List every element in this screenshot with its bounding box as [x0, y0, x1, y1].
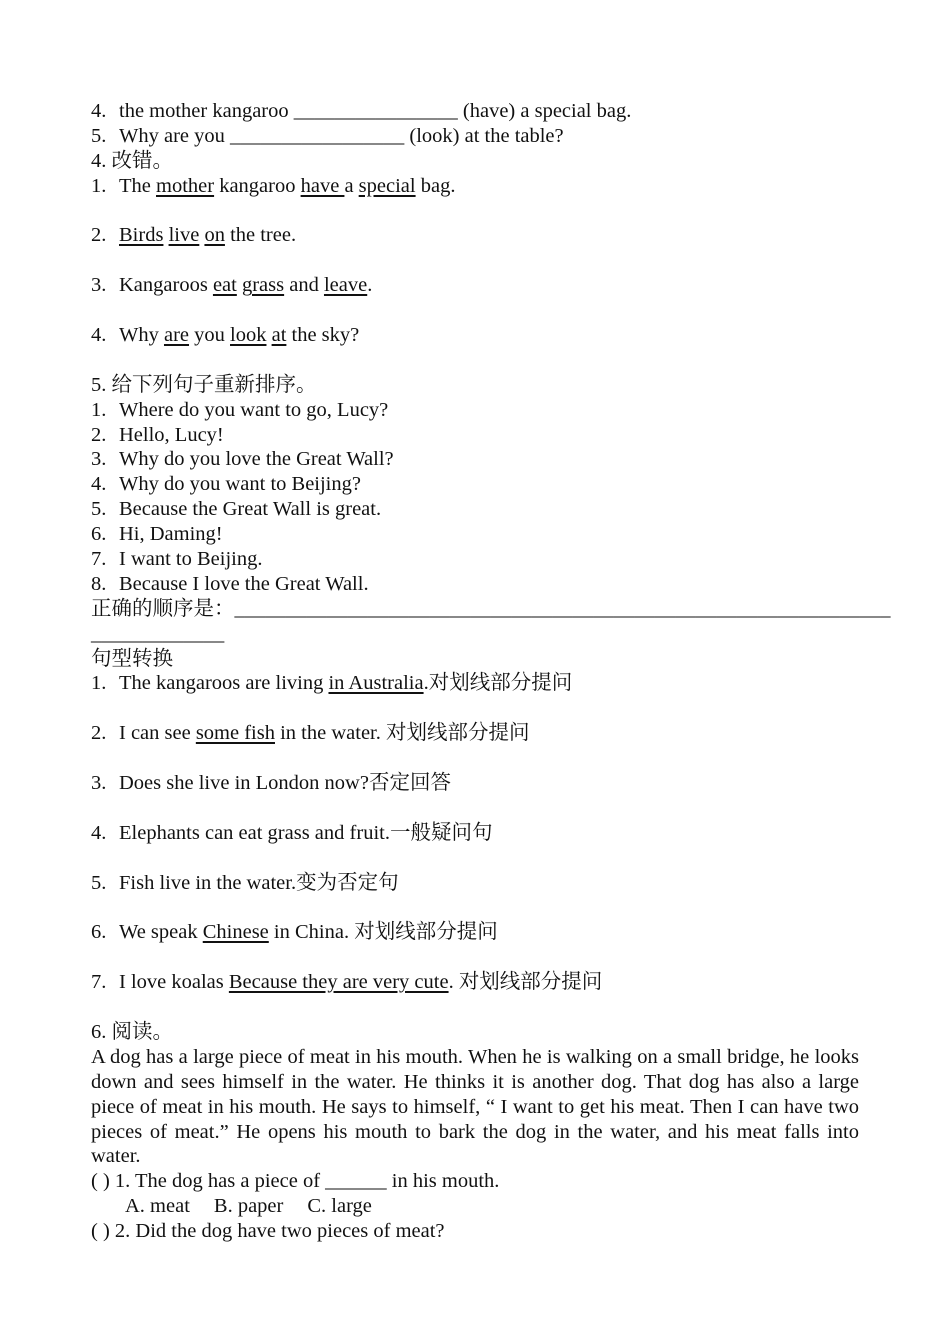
- item-number: 3.: [91, 772, 107, 795]
- transform-item: [91, 970, 859, 995]
- ordering-item: [91, 522, 859, 547]
- answer-space: [91, 746, 859, 771]
- transform-item: [91, 920, 859, 945]
- underlined-word: eat: [212, 274, 237, 297]
- transform-item: [91, 871, 859, 896]
- item-number: 4.: [91, 473, 107, 496]
- answer-space: [91, 896, 859, 921]
- answer-space: [91, 945, 859, 970]
- transform-list: [91, 671, 859, 1019]
- underlined-word: grass: [241, 274, 285, 297]
- correction-item: [91, 273, 859, 298]
- transform-item: [91, 821, 859, 846]
- section-heading-transform: 句型转换: [91, 647, 173, 670]
- item-text: (look) at the table?: [404, 124, 564, 147]
- item-text: I want to Beijing.: [119, 548, 263, 571]
- item-number: 5.: [91, 871, 107, 894]
- item-text: Why are you: [119, 124, 230, 147]
- option-b: B. paper: [213, 1195, 284, 1218]
- answer-space: [91, 199, 859, 224]
- answer-blank: ________________________________________________________________: [234, 597, 891, 620]
- item-text: kangaroo: [214, 174, 301, 197]
- answer-space: [91, 348, 859, 373]
- section-heading-ordering: 5. 给下列句子重新排序。: [91, 373, 317, 396]
- answer-blank: _________________: [230, 124, 405, 147]
- item-text: a: [344, 174, 359, 197]
- underlined-word: at: [271, 324, 287, 347]
- item-text: Fish live in the water.变为否定句: [119, 871, 399, 894]
- item-text: Hi, Daming!: [119, 523, 223, 546]
- item-number: 4.: [91, 100, 107, 122]
- item-text: .对划线部分提问: [423, 672, 573, 695]
- reading-question-1: ( ) 1. The dog has a piece of ______ in his mouth.: [91, 1170, 500, 1193]
- underlined-phrase: Because they are very cute: [228, 971, 449, 994]
- item-text: Why do you love the Great Wall?: [119, 448, 394, 471]
- item-text: Why: [119, 324, 164, 347]
- answer-blank: ________________: [293, 100, 458, 122]
- section-heading-correction: 4. 改错。: [91, 149, 173, 172]
- item-text: and: [284, 274, 324, 297]
- item-text: . 对划线部分提问: [448, 971, 603, 994]
- underlined-phrase: in Australia: [328, 672, 424, 695]
- ordering-item: [91, 497, 859, 522]
- ordering-item: [91, 423, 859, 448]
- ordering-item: [91, 398, 859, 423]
- item-text: Because I love the Great Wall.: [119, 572, 369, 595]
- item-text: I love koalas: [119, 971, 229, 994]
- ordering-answer-line: [91, 597, 891, 622]
- item-text: the mother kangaroo: [119, 100, 294, 122]
- item-number: 7.: [91, 971, 107, 994]
- transform-item: [91, 771, 859, 796]
- item-text: Does she live in London now?否定回答: [119, 772, 451, 795]
- item-text: you: [189, 324, 231, 347]
- answer-space: [91, 995, 859, 1020]
- ordering-item: [91, 547, 859, 572]
- underlined-word: leave: [323, 274, 368, 297]
- answer-blank: _____________: [91, 622, 225, 645]
- reading-passage: A dog has a large piece of meat in his mouth. When he is walking on a small bridge, he looks down and sees himself in the water. He thinks it is another dog. That dog has also a large piece of meat in his mouth. He says to himself, “ I want to get his meat. Then I can have two pieces of meat.” He opens his mouth to bark the dog in the water, and his meat falls into water.: [91, 1045, 859, 1168]
- item-number: 7.: [91, 548, 107, 571]
- ordering-answer-line-continued: [91, 622, 859, 647]
- item-number: 5.: [91, 124, 107, 147]
- item-text: in China. 对划线部分提问: [268, 921, 498, 944]
- item-number: 5.: [91, 498, 107, 521]
- item-number: 6.: [91, 523, 107, 546]
- item-text: We speak: [119, 921, 203, 944]
- answer-space: [91, 796, 859, 821]
- answer-space: [91, 248, 859, 273]
- option-a: A. meat: [125, 1195, 190, 1218]
- underlined-word: look: [230, 324, 267, 347]
- item-text: the tree.: [224, 224, 297, 247]
- item-text: in the water. 对划线部分提问: [274, 722, 530, 745]
- correction-item: [91, 323, 859, 348]
- item-number: 2.: [91, 722, 107, 745]
- reading-question-2: ( ) 2. Did the dog have two pieces of meat?: [91, 1220, 445, 1243]
- fill-blank-item-4: [91, 99, 859, 124]
- item-text: (have) a special bag.: [457, 100, 632, 122]
- correction-item: [91, 174, 859, 199]
- transform-item: [91, 671, 859, 696]
- item-text: Kangaroos: [119, 274, 213, 297]
- ordering-item: [91, 472, 859, 497]
- item-number: 2.: [91, 224, 107, 247]
- reading-question-1-options: [91, 1194, 859, 1219]
- item-number: 1.: [91, 174, 107, 197]
- item-text: Where do you want to go, Lucy?: [119, 398, 389, 421]
- worksheet-page: [91, 99, 891, 1244]
- underlined-word: are: [163, 324, 190, 347]
- item-number: 4.: [91, 821, 107, 844]
- item-number: 8.: [91, 572, 107, 595]
- item-number: 6.: [91, 921, 107, 944]
- option-c: C. large: [307, 1195, 372, 1218]
- item-text: Because the Great Wall is great.: [119, 498, 382, 521]
- fill-blank-item-5: [91, 124, 859, 149]
- section-heading-reading: 6. 阅读。: [91, 1020, 173, 1043]
- answer-space: [91, 298, 859, 323]
- item-number: 3.: [91, 448, 107, 471]
- item-text: The kangaroos are living: [119, 672, 329, 695]
- item-number: 1.: [91, 398, 107, 421]
- item-text: The: [119, 174, 156, 197]
- correction-item: [91, 223, 859, 248]
- underlined-word: special: [358, 174, 416, 197]
- ordering-list: [91, 398, 859, 597]
- item-number: 3.: [91, 274, 107, 297]
- item-text: .: [367, 274, 373, 297]
- underlined-word: Birds: [119, 224, 164, 247]
- item-text: Hello, Lucy!: [119, 423, 224, 446]
- item-text: bag.: [415, 174, 456, 197]
- underlined-phrase: some fish: [195, 722, 275, 745]
- ordering-item: [91, 572, 859, 597]
- item-number: 1.: [91, 672, 107, 695]
- answer-space: [91, 846, 859, 871]
- underlined-word: on: [204, 224, 225, 247]
- ordering-item: [91, 447, 859, 472]
- item-number: 2.: [91, 423, 107, 446]
- underlined-phrase: Chinese: [202, 921, 269, 944]
- answer-space: [91, 696, 859, 721]
- item-number: 4.: [91, 324, 107, 347]
- underlined-word: live: [168, 224, 200, 247]
- item-text: Elephants can eat grass and fruit.一般疑问句: [119, 821, 493, 844]
- transform-item: [91, 721, 859, 746]
- item-text: Why do you want to Beijing?: [119, 473, 361, 496]
- answer-label: 正确的顺序是：: [91, 597, 235, 620]
- underlined-word: have: [300, 174, 345, 197]
- underlined-word: mother: [156, 174, 215, 197]
- item-text: the sky?: [286, 324, 360, 347]
- correction-list: [91, 174, 859, 373]
- item-text: I can see: [119, 722, 196, 745]
